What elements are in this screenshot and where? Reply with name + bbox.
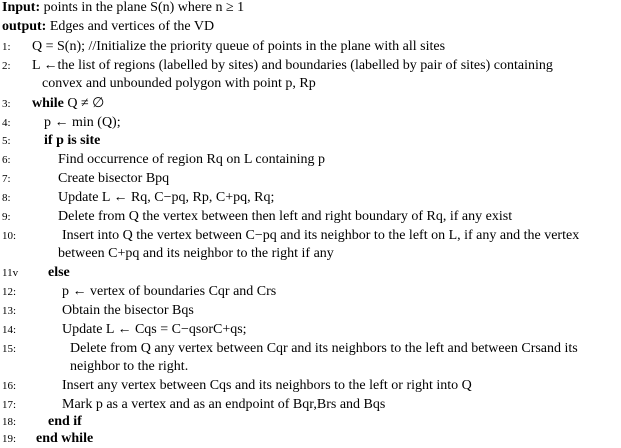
line-number: 10: xyxy=(2,230,17,242)
line-number: 4: xyxy=(2,117,11,129)
algorithm-line xyxy=(36,431,93,447)
algorithm-line-continuation: neighbor to the right. xyxy=(70,359,189,374)
algorithm-line: Find occurrence of region Rq on L containing p xyxy=(58,152,325,167)
algorithm-line: Update L ← Cqs = C−qsorC+qs; xyxy=(62,322,247,337)
algorithm-line: p ← min (Q); xyxy=(44,115,121,130)
output-text: Edges and vertices of the VD xyxy=(49,19,215,34)
statement-text: p is site xyxy=(56,133,101,148)
line-number: 5: xyxy=(2,135,11,147)
algorithm-line: L ←the list of regions (labelled by sites) and boundaries (labelled by pair of sites) containing xyxy=(32,58,553,73)
keyword-end-while: end while xyxy=(36,431,94,446)
algorithm-line xyxy=(48,414,82,430)
algorithm-line: Delete from Q any vertex between Cqr and its neighbors to the left and between Crsand its xyxy=(70,341,578,356)
line-number: 14: xyxy=(2,324,17,336)
algorithm-line: Obtain the bisector Bqs xyxy=(62,303,194,318)
algorithm-line: p ← vertex of boundaries Cqr and Crs xyxy=(62,284,277,299)
keyword-end-if: end if xyxy=(48,414,82,429)
algorithm-line: Update L ← Rq, C−pq, Rp, C+pq, Rq; xyxy=(58,190,275,205)
output-label: output: xyxy=(2,19,47,34)
algorithm-line xyxy=(32,96,104,112)
line-number: 8: xyxy=(2,192,11,204)
keyword-if: if xyxy=(44,133,53,148)
input-label: Input: xyxy=(2,0,41,15)
line-number: 15: xyxy=(2,343,17,355)
algorithm-line: Insert into Q the vertex between C−pq and its neighbor to the left on L, if any and the vertex xyxy=(62,228,580,243)
line-number: 12: xyxy=(2,286,17,298)
algorithm-line: Insert any vertex between Cqs and its neighbors to the left or right into Q xyxy=(62,378,472,393)
input-line xyxy=(2,0,244,16)
algorithm-line xyxy=(44,133,100,149)
statement-text: Q ≠ ∅ xyxy=(67,96,105,111)
line-number: 16: xyxy=(2,380,17,392)
line-number: 7: xyxy=(2,173,11,185)
algorithm-line xyxy=(48,265,70,281)
line-number: 17: xyxy=(2,399,17,411)
algorithm-line: Q = S(n); //Initialize the priority queue of points in the plane with all sites xyxy=(32,39,446,54)
keyword-else: else xyxy=(48,265,70,280)
line-number: 18: xyxy=(2,416,17,428)
line-number: 13: xyxy=(2,305,17,317)
algorithm-line-continuation: convex and unbounded polygon with point p, Rp xyxy=(42,76,316,91)
line-number: 1: xyxy=(2,41,11,53)
algorithm-line: Mark p as a vertex and as an endpoint of Bqr,Brs and Bqs xyxy=(62,397,386,412)
algorithm-line: Create bisector Bpq xyxy=(58,171,170,186)
line-number: 9: xyxy=(2,211,11,223)
line-number: 2: xyxy=(2,60,11,72)
line-number: 3: xyxy=(2,98,11,110)
algorithm-line-continuation: between C+pq and its neighbor to the right if any xyxy=(58,246,334,261)
line-number: 6: xyxy=(2,154,11,166)
output-line xyxy=(2,19,214,35)
line-number: 19: xyxy=(2,433,17,445)
algorithm-line: Delete from Q the vertex between then left and right boundary of Rq, if any exist xyxy=(58,209,513,224)
line-number: 11v xyxy=(2,267,19,279)
keyword-while: while xyxy=(32,96,64,111)
input-text: points in the plane S(n) where n ≥ 1 xyxy=(43,0,245,15)
